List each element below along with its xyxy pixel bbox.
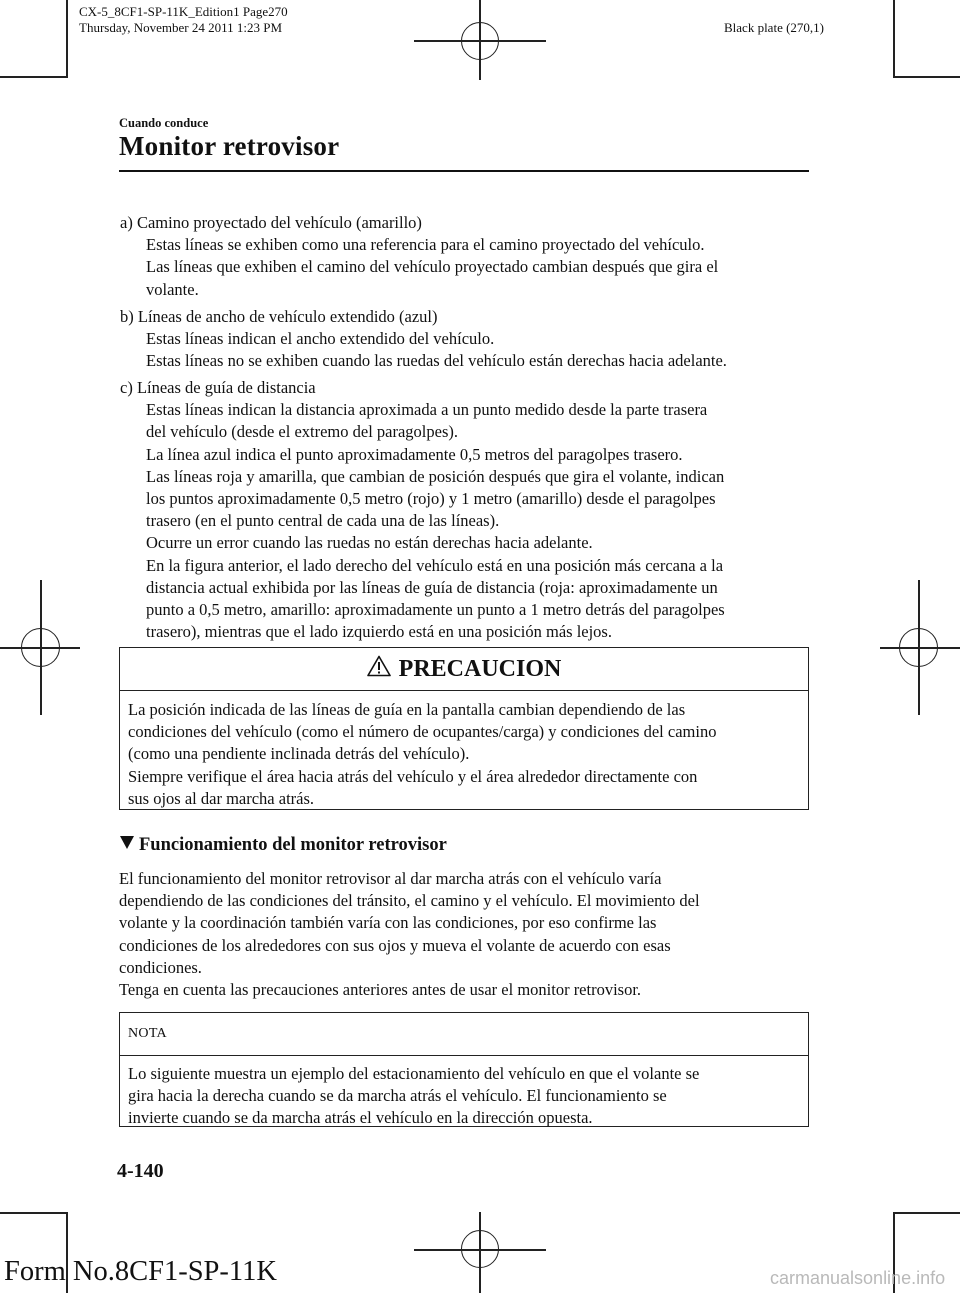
caution-header [120,648,808,691]
plate-info: Black plate (270,1) [724,20,824,35]
page-title: Monitor retrovisor [119,131,340,161]
list-item-line: Estas líneas indican la distancia aproximada a un punto medido desde la parte trasera [146,400,708,420]
down-triangle-icon [119,834,135,856]
list-item-line: punto a 0,5 metro, amarillo: aproximadamente un punto a 1 metro detrás del paragolpes [146,600,725,620]
list-item-line: trasero (en el punto central de cada una de las líneas). [146,511,500,531]
caution-line: (como una pendiente inclinada detrás del vehículo). [128,744,470,764]
list-item-line: del vehículo (desde el extremo del paragolpes). [146,422,459,442]
list-item-line: Ocurre un error cuando las ruedas no están derechas hacia adelante. [146,533,593,553]
caution-line: Siempre verifique el área hacia atrás del vehículo y el área alrededor directamente con [128,766,698,786]
caution-title: PRECAUCION [398,655,562,682]
form-number: Form No.8CF1-SP-11K [4,1256,277,1287]
section-label: Cuando conduce [119,116,209,130]
list-item-line: Estas líneas se exhiben como una referencia para el camino proyectado del vehículo. [146,235,705,255]
operation-line: condiciones de los alrededores con sus ojos y mueva el volante de acuerdo con esas [119,935,671,955]
list-item-line: Estas líneas indican el ancho extendido del vehículo. [146,329,495,349]
file-info-line1: CX-5_8CF1-SP-11K_Edition1 Page270 [79,4,288,19]
title-rule [119,170,809,172]
list-item-line: los puntos aproximadamente 0,5 metro (rojo) y 1 metro (amarillo) desde el paragolpes [146,489,716,509]
list-item-heading: a) Camino proyectado del vehículo (amarillo) [120,213,422,232]
caution-body [120,691,808,818]
warning-triangle-icon [367,655,391,684]
list-item-line: trasero), mientras que el lado izquierdo está en una posición más lejos. [146,622,612,642]
list-item-line: Las líneas roja y amarilla, que cambian de posición después que gira el volante, indican [146,466,725,486]
note-body [120,1056,808,1138]
list-item-line: distancia actual exhibida por las líneas de guía de distancia (roja: aproximadamente un [146,577,718,597]
list-item-line: Las líneas que exhiben el camino del vehículo proyectado cambian después que gira el [146,257,719,277]
list-item-line: La línea azul indica el punto aproximadamente 0,5 metros del paragolpes trasero. [146,444,683,464]
list-item-b [120,306,810,373]
watermark: carmanualsonline.info [770,1268,946,1288]
file-info-line2: Thursday, November 24 2011 1:23 PM [79,20,283,35]
operation-paragraph [119,868,809,1001]
caution-line: sus ojos al dar marcha atrás. [128,788,315,808]
operation-line: condiciones. [119,957,202,977]
page-number: 4-140 [117,1160,164,1182]
list-item-line: volante. [146,279,199,299]
operation-line: dependiendo de las condiciones del tránsito, el camino y el vehículo. El movimiento del [119,891,700,911]
caution-line: condiciones del vehículo (como el número de ocupantes/carga) y condiciones del camino [128,722,717,742]
note-box [119,1012,809,1127]
note-header [120,1013,808,1056]
note-line: invierte cuando se da marcha atrás el vehículo en la dirección opuesta. [128,1108,593,1128]
list-item-line: En la figura anterior, el lado derecho del vehículo está en una posición más cercana a la [146,555,724,575]
caution-box [119,647,809,810]
list-item-heading: c) Líneas de guía de distancia [120,378,316,397]
operation-line: volante y la coordinación también varía con las condiciones, por eso confirme las [119,913,657,933]
operation-line: Tenga en cuenta las precauciones anteriores antes de usar el monitor retrovisor. [119,980,642,1000]
operation-heading-text: Funcionamiento del monitor retrovisor [139,834,447,855]
file-info [79,4,288,36]
list-item-a [120,212,810,301]
note-line: gira hacia la derecha cuando se da marcha atrás el vehículo. El funcionamiento se [128,1086,667,1106]
operation-heading [119,834,447,856]
operation-line: El funcionamiento del monitor retrovisor al dar marcha atrás con el vehículo varía [119,869,662,888]
list-item-line: Estas líneas no se exhiben cuando las ruedas del vehículo están derechas hacia adelante. [146,351,727,371]
note-line: Lo siguiente muestra un ejemplo del estacionamiento del vehículo en que el volante se [128,1064,700,1083]
list-item-c [120,377,810,643]
note-title: NOTA [128,1026,167,1041]
caution-line: La posición indicada de las líneas de guía en la pantalla cambian dependiendo de las [128,700,686,719]
list-item-heading: b) Líneas de ancho de vehículo extendido (azul) [120,307,438,326]
